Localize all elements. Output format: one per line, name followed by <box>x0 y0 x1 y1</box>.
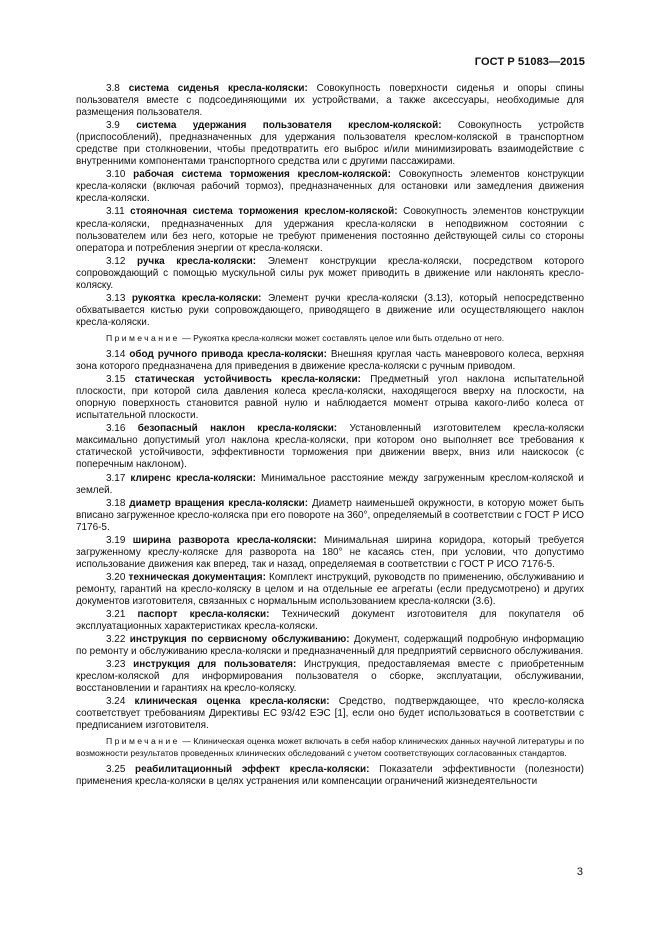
clause-number: 3.25 <box>106 763 126 775</box>
note-paragraph <box>76 736 584 758</box>
clause-number: 3.16 <box>106 423 126 435</box>
definition-paragraph <box>76 423 584 471</box>
definition-text: Совокупность устройств (приспособлений), предназначенных для удержания пользователя креслом-коляской в транспортном средстве при столкновении, чтобы предотвратить его выброс и/или минимизировать взаимодействие с внутренними компонентами транспортного средства или с другими пассажирами. <box>76 120 584 168</box>
clause-number: 3.11 <box>106 206 125 218</box>
term: клиренс кресла-коляски: <box>130 472 256 484</box>
clause-number: 3.15 <box>106 374 126 386</box>
term: система удержания пользователя креслом-коляской: <box>136 120 442 132</box>
clause-number: 3.10 <box>106 169 126 181</box>
definition-paragraph <box>76 169 584 205</box>
term: техническая документация: <box>128 571 266 583</box>
clause-number: 3.17 <box>106 472 126 484</box>
definition-text: Минимальная ширина коридора, который требуется загруженному креслу-коляске для разворота на 180° не касаясь стен, при условии, что допустимо использование движения как вперед, так и назад, определяемая в соответствии с ГОСТ Р ИСО 7176-5. <box>76 534 584 570</box>
term: безопасный наклон кресла-коляски: <box>137 423 338 435</box>
clause-number: 3.21 <box>106 609 126 621</box>
term: клиническая оценка кресла-коляски: <box>134 696 330 708</box>
definition-text: Комплект инструкций, руководств по применению, обслуживанию и ремонту, гарантий на кресло-коляску в целом и на отдельные ее агрегаты (если предусмотрено) и других документов изготовителя, связанных с нормальным использованием кресла-коляски (3.6). <box>76 571 584 607</box>
term: ручка кресла-коляски: <box>136 255 257 267</box>
note-label: Примечание <box>106 332 180 343</box>
term: рукоятка кресла-коляски: <box>131 292 262 304</box>
term: инструкция для пользователя: <box>133 659 297 671</box>
term: инструкция по сервисному обслуживанию: <box>129 634 350 646</box>
document-body <box>76 83 584 789</box>
definition-paragraph <box>76 498 584 534</box>
definition-paragraph <box>76 83 584 119</box>
definition-paragraph <box>76 764 584 788</box>
definition-text: Средство, подтверждающее, что кресло-коляска соответствует требованиям Директивы ЕС 93/42 ЕЭС [1], если оно будет использоваться в соответствии с предписанием изготовителя. <box>76 696 584 732</box>
definition-text: Элемент конструкции кресла-коляски, посредством которого сопровождающий с помощью мускульной силы рук может приводить в движение или наклонять кресло-коляску. <box>76 255 585 291</box>
definition-text: Технический документ изготовителя для покупателя об эксплуатационных характеристиках кресла-коляски. <box>76 609 585 633</box>
definition-text: Установленный изготовителем кресла-коляски максимально допустимый угол наклона кресла-коляски, при котором оно выполняет все требования к статической устойчивости, эффективности торможения при движении вверх, вниз или наискосок (с поперечным наклоном). <box>76 423 584 471</box>
clause-number: 3.23 <box>106 659 126 671</box>
page-number: 3 <box>576 866 583 878</box>
definition-text: Показатели эффективности (полезности) применения кресла-коляски в целях устранения или компенсации ограничений жизнедеятельности <box>76 763 584 787</box>
term: паспорт кресла-коляски: <box>137 609 270 621</box>
definition-text: Документ, содержащий подробную информацию по ремонту и обслуживанию кресла-коляски и предназначенный для предприятий сервисного обслуживания. <box>76 634 585 658</box>
definition-text: Внешняя круглая часть маневрового колеса, верхняя зона которого предназначена для приведения в движение кресла-коляски с ручным приводом. <box>76 349 584 373</box>
term: система сиденья кресла-коляски: <box>128 83 308 94</box>
clause-number: 3.14 <box>106 349 126 361</box>
definition-text: Совокупность элементов конструкции кресла-коляски (включая рабочий тормоз), предназначенных для остановки или замедления движения кресла-коляски. <box>76 169 584 205</box>
term: диаметр вращения кресла-коляски: <box>129 497 309 509</box>
definition-paragraph <box>76 535 584 571</box>
term: статическая устойчивость кресла-коляски: <box>134 374 361 386</box>
definition-text: Совокупность поверхности сиденья и опоры спины пользователя вместе с подсоединяющими их устройствами, а также аксессуары, необходимые для размещения пользователя. <box>76 83 584 119</box>
definition-paragraph <box>76 572 584 608</box>
definition-paragraph <box>76 696 584 732</box>
note-paragraph <box>76 333 584 344</box>
clause-number: 3.22 <box>106 634 126 646</box>
term: рабочая система торможения креслом-коляской: <box>133 169 391 181</box>
definition-paragraph <box>76 609 584 633</box>
term: обод ручного привода кресла-коляски: <box>129 349 327 361</box>
clause-number: 3.24 <box>106 696 126 708</box>
definition-paragraph <box>76 256 584 292</box>
term: стояночная система торможения креслом-коляской: <box>130 206 398 218</box>
clause-number: 3.19 <box>106 534 126 546</box>
definition-paragraph <box>76 206 584 254</box>
clause-number: 3.13 <box>106 292 126 304</box>
document-code: ГОСТ Р 51083—2015 <box>474 56 585 68</box>
definition-paragraph <box>76 659 584 695</box>
definition-paragraph <box>76 473 584 497</box>
definition-text: Минимальное расстояние между загруженным креслом-коляской и землей. <box>76 472 584 496</box>
definition-text: Инструкция, предоставляемая вместе с приобретенным креслом-коляской для информирования пользователя о сборке, эксплуатации, обслуживании, восстановлении и гарантиях на кресло-коляску. <box>76 659 585 695</box>
note-label: Примечание <box>106 736 180 747</box>
clause-number: 3.8 <box>106 83 120 94</box>
definition-text: Предметный угол наклона испытательной плоскости, при которой сила давления колеса кресла-коляски, находящегося вверху на плоскости, на опорную поверхность становится равной нулю и наблюдается момент отрыва какого-либо колеса от испытательной плоскости. <box>76 374 584 422</box>
definition-paragraph <box>76 293 584 329</box>
term: реабилитационный эффект кресла-коляски: <box>135 763 370 775</box>
clause-number: 3.18 <box>106 497 126 509</box>
definition-text: Совокупность элементов конструкции кресла-коляски, предназначенных для удержания кресла-коляски в неподвижном состоянии с пользователем или без него, которые не требуют применения постоянно действующей силы со стороны оператора и потребления энергии от кресла-коляски. <box>76 206 584 254</box>
definition-text: Элемент ручки кресла-коляски (3.13), который непосредственно обхватывается кистью руки сопровождающего, приводящего в движение или осуществляющего наклон кресла-коляски. <box>76 292 584 328</box>
clause-number: 3.20 <box>106 571 126 583</box>
definition-paragraph <box>76 120 584 168</box>
definition-text: Диаметр наименьшей окружности, в которую может быть вписано загруженное кресло-коляска при его повороте на 360°, определяемый в соответствии с ГОСТ Р ИСО 7176-5. <box>76 497 584 533</box>
definition-paragraph <box>76 349 584 373</box>
definition-paragraph <box>76 374 584 422</box>
note-text: — Рукоятка кресла-коляски может составлять целое или быть отдельно от него. <box>179 332 505 343</box>
term: ширина разворота кресла-коляски: <box>132 534 317 546</box>
definition-paragraph <box>76 634 584 658</box>
clause-number: 3.9 <box>106 120 120 132</box>
clause-number: 3.12 <box>106 255 126 267</box>
note-text: — Клиническая оценка может включать в себя набор клинических данных научной литературы и по возможности результатов проведенных клинических обследований с учетом соответствующих согласованных стандартов. <box>76 736 584 758</box>
